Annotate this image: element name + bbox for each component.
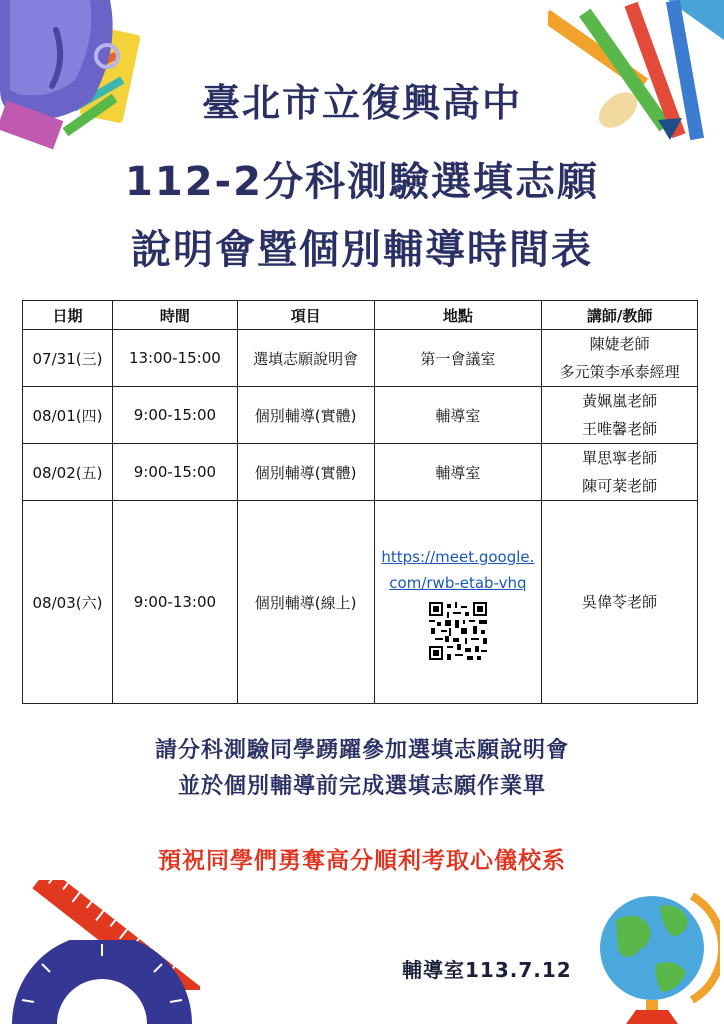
school-name: 臺北市立復興高中 [201,81,522,125]
cell-item: 個別輔導(實體) [237,444,374,501]
globe-icon [596,880,720,1024]
teacher-name: 黃姵嵐老師 [582,392,658,410]
column-header-date: 日期 [23,301,113,330]
cell-item: 選填志願說明會 [237,330,374,387]
page-title: 112-2分科測驗選填志願 [125,159,599,205]
cell-time: 13:00-15:00 [112,330,237,387]
schedule-table [22,300,698,704]
teacher-name: 吳偉苓老師 [582,593,658,611]
cell-location: 第一會議室 [374,330,542,387]
column-header-time: 時間 [112,301,237,330]
cell-item: 個別輔導(線上) [237,501,374,704]
cell-date: 08/02(五) [23,444,113,501]
cell-location: 輔導室 [374,444,542,501]
cell-time: 9:00-15:00 [112,444,237,501]
cell-teachers [542,444,698,501]
cell-time: 9:00-13:00 [112,501,237,704]
teacher-name: 多元策李承泰經理 [559,363,680,381]
cell-date: 07/31(三) [23,330,113,387]
column-header-item: 項目 [237,301,374,330]
qr-code-icon[interactable] [429,602,487,660]
cell-teachers [542,387,698,444]
cell-location: 輔導室 [374,387,542,444]
table-row [23,501,698,704]
footer-signature: 輔導室113.7.12 [402,958,572,982]
good-luck-message: 預祝同學們勇奪高分順利考取心儀校系 [158,848,566,874]
teacher-name: 陳可棻老師 [582,477,658,495]
table-header-row [23,301,698,330]
page-subtitle: 說明會暨個別輔導時間表 [131,227,593,273]
protractor-icon [12,940,192,1024]
cell-teachers [542,330,698,387]
cell-location [374,501,542,704]
cell-teachers [542,501,698,704]
teacher-name: 陳婕老師 [589,335,650,353]
table-row [23,387,698,444]
cell-date: 08/03(六) [23,501,113,704]
notice-line-2: 並於個別輔導前完成選填志願作業單 [177,774,546,799]
notice-line-1: 請分科測驗同學踴躍參加選填志願說明會 [154,738,569,763]
column-header-teacher: 講師/教師 [542,301,698,330]
table-row [23,444,698,501]
cell-date: 08/01(四) [23,387,113,444]
teacher-name: 單思寧老師 [582,449,658,467]
cell-item: 個別輔導(實體) [237,387,374,444]
table-row [23,330,698,387]
teacher-name: 王唯馨老師 [582,420,658,438]
cell-time: 9:00-15:00 [112,387,237,444]
column-header-location: 地點 [374,301,542,330]
meet-link[interactable]: https://meet.google.com/rwb-etab-vhq [381,548,535,592]
